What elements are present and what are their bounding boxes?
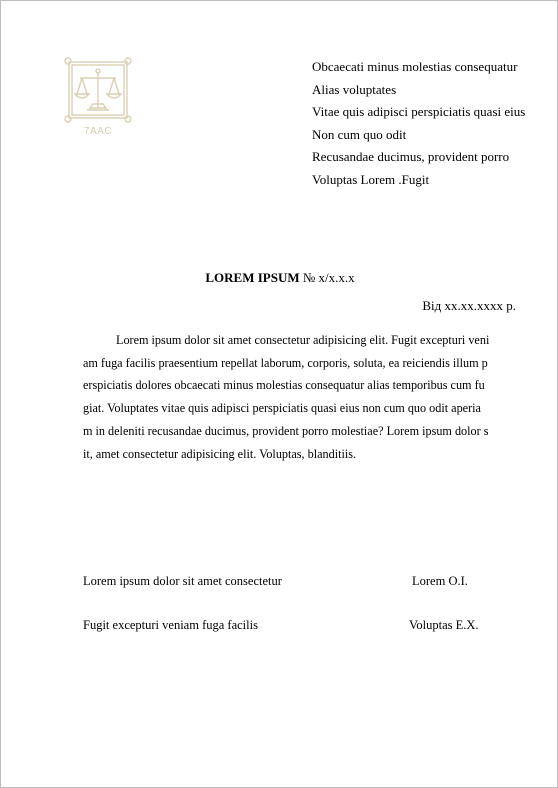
address-line: Recusandae ducimus, provident porro (312, 149, 510, 164)
document-number: № x/x.x.x (299, 270, 355, 285)
signatory-position: Lorem ipsum dolor sit amet consectetur (83, 574, 282, 588)
address-line: Alias voluptates (312, 81, 397, 97)
body-line: erspiciatis dolores obcaecati minus molestias consequatur alias temporibus cum fu (83, 378, 485, 393)
document-body (83, 329, 517, 465)
body-line: m in deleniti recusandae ducimus, provident porro molestiae? Lorem ipsum dolor s (83, 423, 489, 438)
body-line: am fuga facilis praesentium repellat laborum, corporis, soluta, ea reiciendis illum p (83, 355, 488, 370)
document-date: Від хх.хх.хххх р. (422, 298, 516, 313)
body-line: it, amet consectetur adipisicing elit. Voluptas, blanditiis. (83, 446, 357, 461)
document-title (1, 269, 558, 287)
document-title-text: LOREM IPSUM (205, 270, 300, 285)
address-line: Voluptas Lorem .Fugit (312, 171, 430, 187)
signatory-name: Voluptas E.X. (409, 618, 479, 632)
address-line: Vitae quis adipisci perspiciatis quasi eius (312, 104, 526, 119)
logo-caption: 7AAC (83, 126, 113, 137)
signatory-name: Lorem O.I. (412, 574, 468, 588)
signatory-position: Fugit excepturi veniam fuga facilis (83, 618, 258, 632)
address-line: Obcaecati minus molestias consequatur (312, 59, 518, 74)
body-line: Lorem ipsum dolor sit amet consectetur adipisicing elit. Fugit excepturi veni (116, 333, 490, 347)
addressee-block (312, 56, 542, 191)
body-line: giat. Voluptates vitae quis adipisci perspiciatis quasi eius non cum quo odit aperia (83, 401, 481, 416)
address-line: Non cum quo odit (312, 126, 407, 142)
